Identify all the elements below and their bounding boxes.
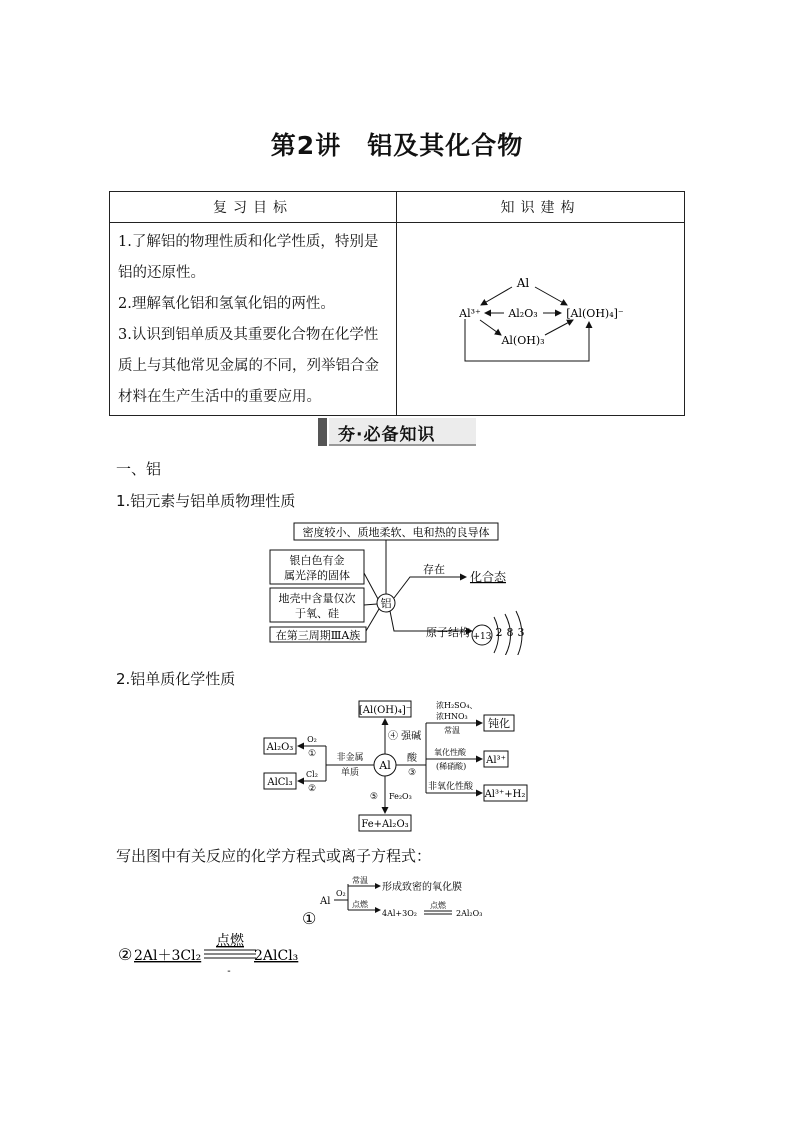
conc-acid-label: 浓H₂SO₄、 <box>436 701 478 710</box>
kb-al: Al <box>516 276 530 290</box>
link <box>366 609 379 631</box>
arrow <box>394 577 466 598</box>
al-center-label: 铝 <box>380 597 392 610</box>
atom-label: 原子结构 <box>426 626 470 639</box>
eq1-normal-temp: 常温 <box>352 876 368 885</box>
fe2o3-label: Fe₂O₃ <box>389 792 412 801</box>
acid-label: 酸 <box>407 753 417 764</box>
arrow <box>481 287 512 305</box>
knowledge-header: 知识建构 <box>397 192 685 223</box>
oxidizing-acid-label: 氧化性酸 <box>434 748 466 757</box>
appearance-text: 属光泽的固体 <box>284 569 350 582</box>
nonoxidizing-acid-label: 非氧化性酸 <box>428 782 474 792</box>
nonmetal-label: 非金属 <box>336 753 364 763</box>
knowledge-diagram <box>397 223 685 409</box>
step-1: ① <box>307 749 317 759</box>
step-3: ③ <box>407 768 417 778</box>
kb-al2o3: Al₂O₃ <box>508 307 538 320</box>
eq1-product: 2Al₂O₃ <box>456 909 483 918</box>
alcl3-text: AlCl₃ <box>267 777 293 788</box>
eq1-ignite: 点燃 <box>352 900 368 909</box>
normal-temp-label: 常温 <box>444 726 460 735</box>
eq2-condition: 点燃 <box>216 933 244 949</box>
section-banner <box>318 418 476 446</box>
compound-state: 化合态 <box>469 570 507 584</box>
kb-aloh3: Al(OH)₃ <box>501 334 545 347</box>
chemical-properties-diagram <box>260 695 535 835</box>
o2-label: O₂ <box>307 735 317 744</box>
goals-table <box>109 191 685 416</box>
subsection-heading: 1.铝元素与铝单质物理性质 <box>116 492 296 510</box>
nucleus-charge: +13 <box>472 632 492 642</box>
exist-label: 存在 <box>423 563 445 576</box>
goal-item: 1.了解铝的物理性质和化学性质，特别是铝的还原性。 <box>118 234 379 281</box>
content-text: 于氧、硅 <box>295 607 339 620</box>
passivation-text: 钝化 <box>488 717 510 730</box>
arrow <box>545 320 573 335</box>
equation-1 <box>300 874 500 928</box>
link <box>364 604 377 605</box>
strong-base-label: ④ 强碱 <box>388 731 422 742</box>
eq2-number: ② <box>118 945 133 964</box>
knowledge-map <box>397 223 685 416</box>
goals-list <box>110 223 397 416</box>
goals-header: 复习目标 <box>110 192 397 223</box>
conc-acid-label: 浓HNO₃ <box>436 712 468 721</box>
page-title: 第2讲 铝及其化合物 <box>270 131 524 160</box>
eq1-condition: 点燃 <box>430 901 446 910</box>
appearance-text: 银白色有金 <box>289 554 345 567</box>
electron-count: 8 <box>506 626 514 639</box>
nonmetal-label: 单质 <box>340 768 360 778</box>
step-2: ② <box>307 784 317 794</box>
al3-text: Al³⁺ <box>486 755 506 766</box>
kb-aloh4: [Al(OH)₄]⁻ <box>566 307 624 320</box>
eq1-al: Al <box>320 896 331 907</box>
oxidizing-acid-label: (稀硝酸) <box>436 762 467 771</box>
position-text: 在第三周期ⅢA族 <box>275 629 361 642</box>
thermite-text: Fe+Al₂O₃ <box>361 819 409 830</box>
eq1-number: ① <box>302 909 317 928</box>
density-text: 密度较小、质地柔软、电和热的良导体 <box>302 526 490 539</box>
subsection-heading: 2.铝单质化学性质 <box>116 670 236 688</box>
goal-item: 3.认识到铝单质及其重要化合物在化学性质上与其他常见金属的不同，列举铝合金材料在生产生活中的重要应用。 <box>118 327 379 405</box>
kb-al3: Al³⁺ <box>459 307 481 320</box>
arrow <box>480 320 501 335</box>
physical-properties-diagram <box>260 515 540 655</box>
eq2-rhs: 2AlCl₃ <box>254 948 299 964</box>
content-text: 地壳中含量仅次 <box>278 592 356 605</box>
arrow <box>535 287 567 305</box>
al3h2-text: Al³⁺+H₂ <box>484 789 526 800</box>
equation-2 <box>116 928 316 976</box>
section-heading: 一、铝 <box>116 460 162 478</box>
electron-count: 3 <box>517 626 525 639</box>
eq2-lhs: 2Al＋3Cl₂ <box>134 948 202 964</box>
banner-text: 夯·必备知识 <box>338 425 436 445</box>
goal-item: 2.理解氧化铝和氢氧化铝的两性。 <box>118 296 335 312</box>
electron-count: 2 <box>495 626 503 639</box>
step-5: ⑤ <box>369 792 378 802</box>
al-center-label: Al <box>379 759 391 772</box>
eq2-dash: - <box>227 966 231 976</box>
aloh4-text: [Al(OH)₄]⁻ <box>358 705 412 716</box>
eq1-o2: O₂ <box>336 889 346 898</box>
link <box>364 573 378 599</box>
instruction: 写出图中有关反应的化学方程式或离子方程式： <box>116 847 432 865</box>
eq1-film: 形成致密的氧化膜 <box>382 882 462 893</box>
banner-bar <box>318 418 327 446</box>
cl2-label: Cl₂ <box>306 770 318 779</box>
eq1-lhs: 4Al+3O₂ <box>382 909 417 918</box>
al2o3-text: Al₂O₃ <box>266 742 294 753</box>
